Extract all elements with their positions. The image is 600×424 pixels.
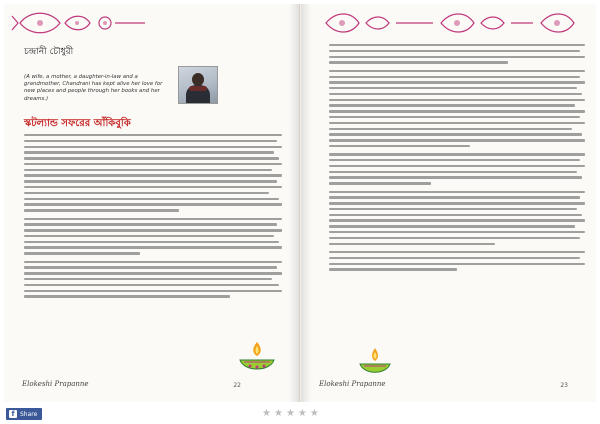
- diya-lamp-icon: [357, 346, 393, 378]
- magazine-name: Elokeshi Prapanne: [22, 380, 89, 388]
- star-icon[interactable]: ★: [297, 408, 307, 419]
- author-photo: [178, 66, 218, 104]
- page-number: 23: [560, 382, 568, 389]
- article-body-text: [24, 134, 282, 304]
- diya-lamp-icon: [236, 338, 278, 376]
- share-label: Share: [20, 410, 38, 418]
- right-page: [300, 4, 596, 402]
- author-bio: (A wife, a mother, a daughter-in-law and a grandmother, Chandrani has kept alive her love for new places and people through her books and her dreams.): [24, 74, 163, 102]
- star-icon[interactable]: ★: [262, 408, 271, 419]
- left-page: [4, 4, 300, 402]
- viewer-toolbar: [0, 402, 600, 424]
- floral-motif-icon: [10, 8, 150, 38]
- star-icon[interactable]: ★: [273, 408, 283, 419]
- floral-border-icon: [321, 8, 591, 38]
- rating-stars[interactable]: [262, 409, 319, 419]
- facebook-share-button[interactable]: [6, 408, 42, 420]
- magazine-name: Elokeshi Prapanne: [319, 380, 386, 388]
- article-body-continued: [329, 44, 585, 277]
- author-name: চন্দ্রানী চৌধুরী: [24, 47, 74, 57]
- star-icon[interactable]: ★: [309, 408, 319, 419]
- star-icon[interactable]: ★: [285, 408, 295, 419]
- article-title: স্কটল্যান্ড সফরের আঁকিবুকি: [24, 118, 131, 129]
- magazine-spread: [4, 4, 596, 402]
- facebook-icon: f: [9, 410, 17, 418]
- page-number: 22: [233, 382, 241, 389]
